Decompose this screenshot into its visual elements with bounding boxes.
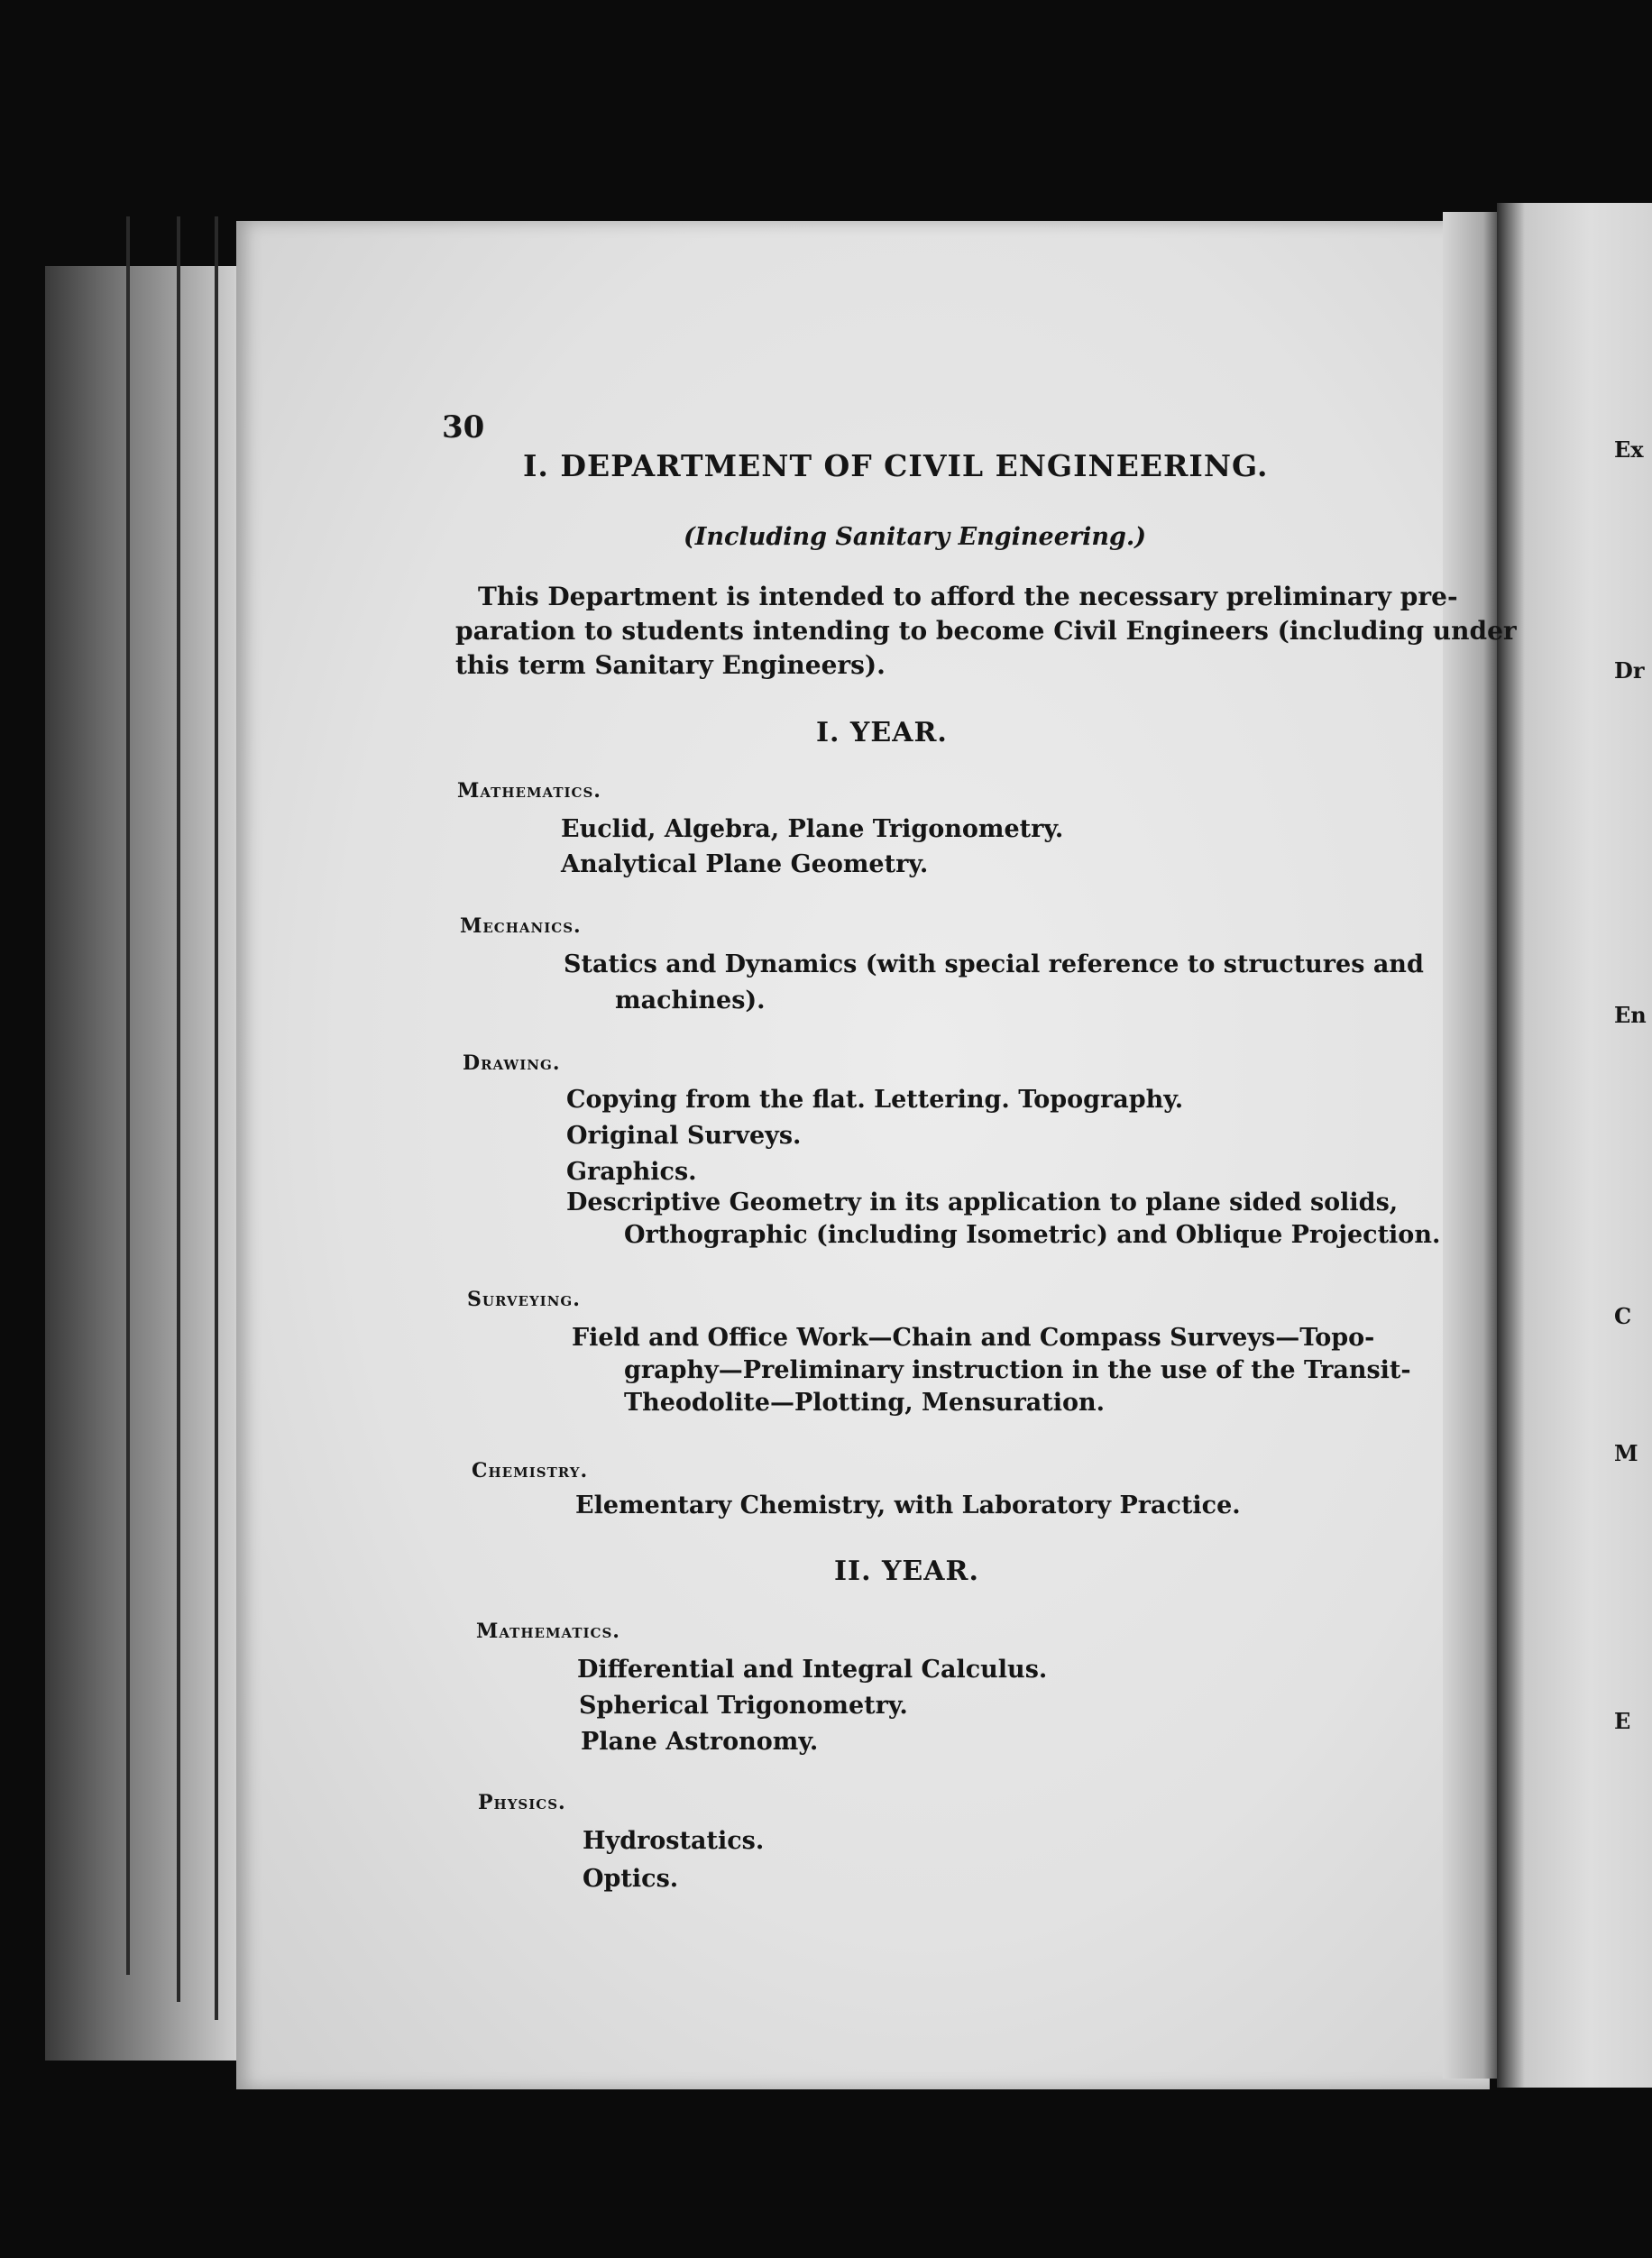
- course-line: Plane Astronomy.: [581, 1728, 819, 1756]
- course-line: Graphics.: [566, 1158, 697, 1186]
- course-line: Optics.: [583, 1865, 679, 1893]
- year-one-title: I. YEAR.: [816, 717, 948, 748]
- leaf-edge-line: [215, 216, 218, 2020]
- course-line: Hydrostatics.: [583, 1827, 765, 1855]
- intro-line: this term Sanitary Engineers).: [455, 650, 886, 680]
- course-line: Field and Office Work—Chain and Compass Surveys—Topo-: [572, 1324, 1375, 1352]
- section-heading-physics: Physics.: [478, 1791, 566, 1814]
- right-page-fragment: En: [1614, 1002, 1647, 1028]
- section-heading-mathematics: Mathematics.: [476, 1620, 620, 1643]
- intro-line: paration to students intending to become Civil Engineers (including under: [455, 616, 1517, 646]
- right-page-fragment: Dr: [1614, 657, 1645, 684]
- department-subtitle: (Including Sanitary Engineering.): [684, 523, 1147, 551]
- course-line: Orthographic (including Isometric) and Oblique Projection.: [624, 1221, 1441, 1249]
- course-line: Spherical Trigonometry.: [579, 1692, 908, 1720]
- course-line: Statics and Dynamics (with special reference to structures and: [564, 950, 1424, 978]
- course-line: Elementary Chemistry, with Laboratory Practice.: [575, 1492, 1241, 1519]
- section-heading-surveying: Surveying.: [467, 1288, 581, 1311]
- course-line: Copying from the flat. Lettering. Topography.: [566, 1086, 1184, 1114]
- section-heading-mathematics: Mathematics.: [457, 779, 601, 803]
- book-left-edge: [45, 266, 243, 2061]
- course-line: Theodolite—Plotting, Mensuration.: [624, 1389, 1106, 1417]
- department-title: I. DEPARTMENT OF CIVIL ENGINEERING.: [523, 448, 1269, 483]
- page-number: 30: [442, 409, 485, 445]
- course-line: Descriptive Geometry in its application to plane sided solids,: [566, 1189, 1399, 1216]
- section-heading-chemistry: Chemistry.: [472, 1459, 589, 1482]
- section-heading-mechanics: Mechanics.: [460, 914, 582, 938]
- right-page-fragment: Ex: [1614, 436, 1644, 463]
- section-heading-drawing: Drawing.: [463, 1051, 561, 1075]
- course-line: Analytical Plane Geometry.: [561, 850, 929, 878]
- course-line: graphy—Preliminary instruction in the use of the Transit-: [624, 1356, 1411, 1384]
- left-page: [236, 221, 1490, 2089]
- intro-line: This Department is intended to afford the necessary preliminary pre-: [478, 582, 1458, 611]
- right-page-fragment: E: [1614, 1708, 1631, 1734]
- course-line: Differential and Integral Calculus.: [577, 1656, 1048, 1684]
- right-page-fragment: C: [1614, 1303, 1632, 1329]
- course-line: Euclid, Algebra, Plane Trigonometry.: [561, 815, 1064, 843]
- leaf-edge-line: [177, 216, 180, 2002]
- right-page-fragment: M: [1614, 1440, 1638, 1466]
- course-line: Original Surveys.: [566, 1122, 802, 1150]
- right-page: [1497, 203, 1652, 2088]
- year-two-title: II. YEAR.: [834, 1556, 979, 1587]
- leaf-edge-line: [126, 216, 130, 1975]
- course-line: machines).: [615, 987, 766, 1014]
